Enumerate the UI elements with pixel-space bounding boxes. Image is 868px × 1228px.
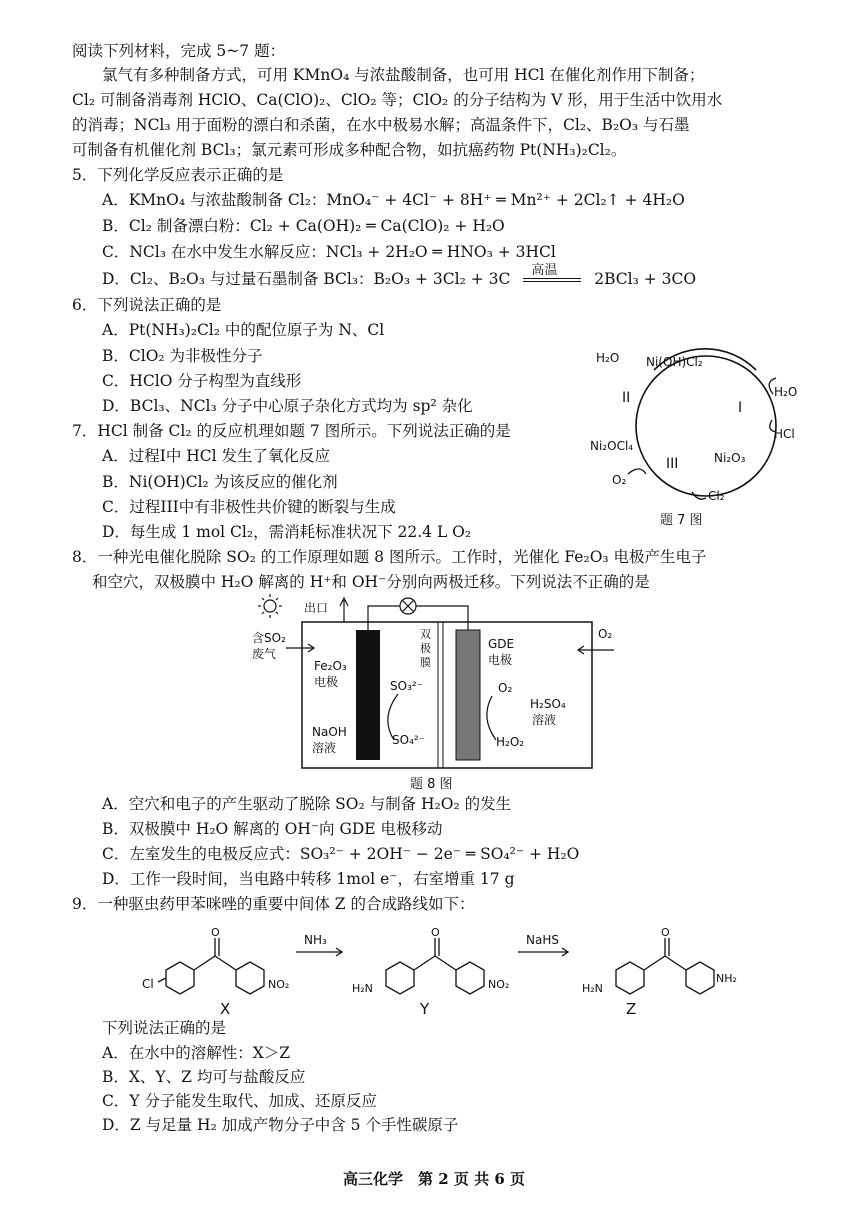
fig8-o2: O₂ (498, 681, 513, 695)
material-line-4: 可制备有机催化剂 BCl₃；氯元素可形成多种配合物，如抗癌药物 Pt(NH₃)₂Cl₂。 (72, 141, 627, 159)
q9-synthesis-route (140, 916, 740, 1020)
fig7-cl2: Cl₂ (708, 489, 725, 503)
fig8-caption: 题 8 图 (410, 777, 453, 790)
fig8-fe-1: Fe₂O₃ (314, 659, 347, 673)
q6-stem: 6．下列说法正确的是 (72, 296, 222, 314)
gde-electrode (456, 630, 480, 760)
molecule-y (386, 938, 484, 994)
label-y: Y (420, 1000, 430, 1018)
fig8-fe-2: 电极 (314, 675, 339, 689)
fig8-so4: SO₄²⁻ (392, 733, 426, 747)
q8-option-a: A．空穴和电子的产生驱动了脱除 SO₂ 与制备 H₂O₂ 的发生 (102, 795, 512, 813)
q5-stem: 5．下列化学反应表示正确的是 (72, 166, 284, 184)
q8-stem-2: 和空穴，双极膜中 H₂O 解离的 H⁺和 OH⁻分别向两极迁移。下列说法不正确的是 (92, 573, 650, 591)
arrow-2 (518, 948, 568, 956)
material-heading: 阅读下列材料，完成 5~7 题： (72, 42, 286, 60)
material-line-3: 的消毒；NCl₃ 用于面粉的漂白和杀菌，在水中极易水解；高温条件下，Cl₂、B₂O₃ 与石墨 (72, 116, 690, 134)
fig8-mem-3: 膜 (420, 656, 431, 669)
fig8-gas-in-1: 含SO₂ (252, 631, 286, 645)
sun-icon (258, 594, 282, 618)
fig8-h2so4-2: 溶液 (532, 713, 557, 727)
q5-option-d-reactants: D．Cl₂、B₂O₃ 与过量石墨制备 BCl₃：B₂O₃ + 3Cl₂ + 3C (102, 270, 511, 288)
q7-figure (588, 338, 808, 528)
label-z: Z (626, 1000, 637, 1018)
circuit-wire (368, 606, 468, 630)
fig7-r3: III (666, 456, 679, 472)
z-o: O (661, 926, 670, 939)
q7-option-b: B．Ni(OH)Cl₂ 为该反应的催化剂 (102, 473, 338, 491)
fig7-r2: II (622, 390, 631, 406)
q8-option-d: D．工作一段时间，当电路中转移 1mol e⁻，右室增重 17 g (102, 870, 515, 888)
label-x: X (220, 1000, 231, 1018)
q9-option-b: B．X、Y、Z 均可与盐酸反应 (102, 1068, 306, 1086)
q8-option-c: C．左室发生的电极反应式：SO₃²⁻ + 2OH⁻ − 2e⁻ ═ SO₄²⁻ + H₂O (102, 845, 580, 863)
fe2o3-electrode (356, 630, 380, 760)
fig8-h2so4-1: H₂SO₄ (530, 697, 566, 711)
o2-in-arrow (578, 646, 614, 654)
q9-option-a: A．在水中的溶解性：X＞Z (102, 1044, 290, 1062)
arrow-o2 (628, 469, 646, 474)
fig8-mem-1: 双 (420, 628, 431, 641)
fig8-o2-in: O₂ (598, 627, 613, 641)
fig8-gde-1: GDE (488, 637, 515, 651)
q5-option-d (102, 263, 697, 290)
q9-stem: 9．一种驱虫药甲苯咪唑的重要中间体 Z 的合成路线如下： (72, 895, 475, 913)
reagent-nh3: NH₃ (304, 933, 327, 947)
molecule-z (616, 938, 714, 994)
q7-option-c: C．过程III中有非极性共价键的断裂与生成 (102, 498, 396, 516)
fig7-h2o-right: H₂O (774, 385, 798, 399)
fig7-caption: 题 7 图 (660, 513, 703, 528)
y-h2n: H₂N (352, 982, 373, 995)
reagent-nahs: NaHS (526, 933, 559, 947)
q6-option-a: A．Pt(NH₃)₂Cl₂ 中的配位原子为 N、Cl (102, 321, 385, 339)
fig8-gde-2: 电极 (488, 653, 513, 667)
molecule-x (158, 938, 264, 994)
z-nh2: NH₂ (716, 972, 737, 985)
z-h2n: H₂N (582, 982, 603, 995)
fig8-h2o2: H₂O₂ (496, 735, 525, 749)
fig8-mem-2: 极 (420, 642, 431, 655)
q6-option-d: D．BCl₃、NCl₃ 分子中心原子杂化方式均为 sp² 杂化 (102, 397, 473, 415)
fig7-right: Ni₂O₃ (714, 451, 746, 465)
fig7-h2o-left: H₂O (596, 351, 620, 365)
q8-figure (252, 594, 628, 790)
q8-option-b: B．双极膜中 H₂O 解离的 OH⁻向 GDE 电极移动 (102, 820, 443, 838)
material-line-2: Cl₂ 可制备消毒剂 HClO、Ca(ClO)₂、ClO₂ 等；ClO₂ 的分子结构为 V 形，用于生活中饮用水 (72, 91, 723, 109)
lamp-icon (400, 598, 416, 614)
x-o: O (211, 926, 220, 939)
material-line-1: 氯气有多种制备方式，可用 KMnO₄ 与浓盐酸制备，也可用 HCl 在催化剂作用下制备； (102, 66, 705, 84)
q9-sub-stem: 下列说法正确的是 (102, 1019, 227, 1037)
reaction-arrow (523, 263, 581, 282)
q7-option-d: D．每生成 1 mol Cl₂，需消耗标准状况下 22.4 L O₂ (102, 523, 472, 541)
fig7-top: Ni(OH)Cl₂ (646, 355, 703, 369)
q9-option-d: D．Z 与足量 H₂ 加成产物分子中含 5 个手性碳原子 (102, 1116, 459, 1134)
fig7-o2: O₂ (612, 473, 627, 487)
o2-to-h2o2-arrow (487, 696, 496, 740)
cycle-circle (636, 356, 776, 496)
q7-stem: 7．HCl 制备 Cl₂ 的反应机理如题 7 图所示。下列说法正确的是 (72, 422, 511, 440)
q5-option-b: B．Cl₂ 制备漂白粉：Cl₂ + Ca(OH)₂ ═ Ca(ClO)₂ + H₂O (102, 217, 505, 235)
fig8-gas-in-2: 废气 (252, 647, 277, 661)
cell-tank (302, 622, 592, 768)
arrow-1 (296, 948, 342, 956)
fig7-left: Ni₂OCl₄ (590, 439, 634, 453)
q6-option-c: C．HClO 分子构型为直线形 (102, 372, 302, 390)
q7-option-a: A．过程I中 HCl 发生了氧化反应 (102, 447, 331, 465)
page-footer: 高三化学 第 2 页 共 6 页 (343, 1170, 525, 1188)
y-no2: NO₂ (488, 978, 510, 991)
fig8-naoh-1: NaOH (312, 725, 347, 739)
fig8-so3: SO₃²⁻ (390, 679, 424, 693)
q5-option-a: A．KMnO₄ 与浓盐酸制备 Cl₂：MnO₄⁻ + 4Cl⁻ + 8H⁺ ═ Mn²⁺ + 2Cl₂↑ + 4H₂O (102, 191, 685, 209)
fig8-naoh-2: 溶液 (312, 741, 337, 755)
x-no2: NO₂ (268, 978, 290, 991)
q5-option-c: C．NCl₃ 在水中发生水解反应：NCl₃ + 2H₂O ═ HNO₃ + 3HCl (102, 243, 556, 261)
outlet-arrow (340, 598, 348, 622)
x-cl: Cl (142, 977, 154, 991)
q9-option-c: C．Y 分子能发生取代、加成、还原反应 (102, 1092, 378, 1110)
fig7-r1: I (738, 400, 743, 416)
q6-option-b: B．ClO₂ 为非极性分子 (102, 347, 263, 365)
y-o: O (431, 926, 440, 939)
fig7-hcl: HCl (774, 427, 795, 441)
q5-condition: 高温 (531, 263, 558, 278)
q8-stem-1: 8．一种光电催化脱除 SO₂ 的工作原理如题 8 图所示。工作时，光催化 Fe₂O₃ 电极产生电子 (72, 548, 707, 566)
gas-in-arrow (286, 644, 314, 652)
fig8-outlet: 出口 (304, 601, 329, 615)
q5-option-d-products: 2BCl₃ + 3CO (594, 270, 697, 288)
